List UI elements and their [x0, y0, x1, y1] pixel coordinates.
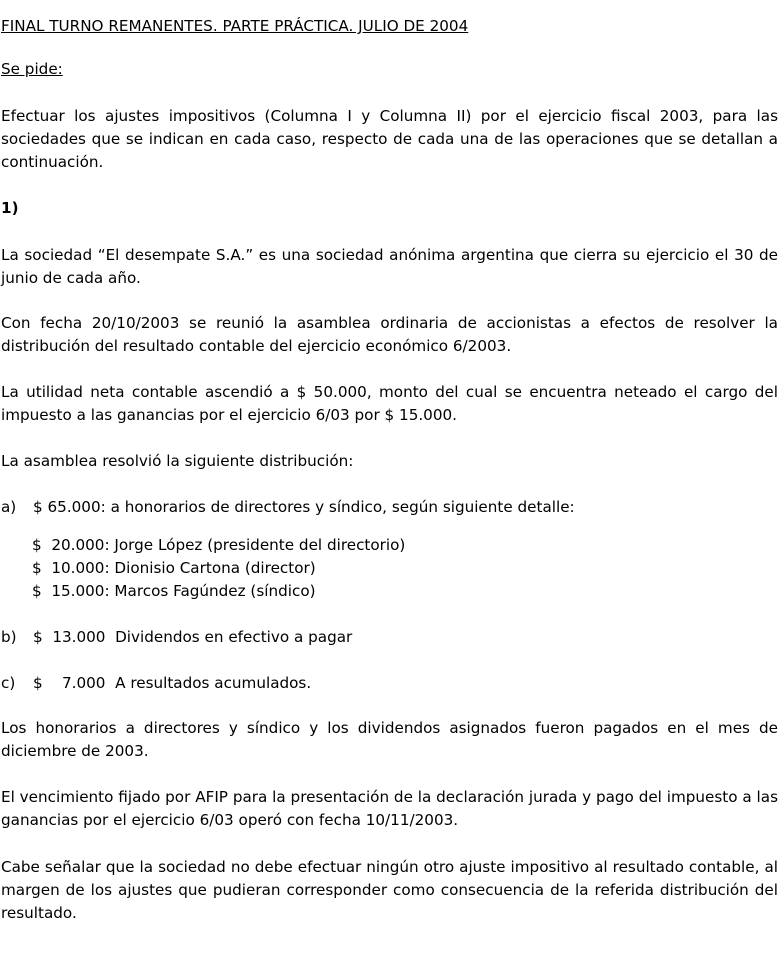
fees-detail-list: [32, 534, 778, 603]
document-title: FINAL TURNO REMANENTES. PARTE PRÁCTICA. JULIO DE 2004: [1, 17, 469, 35]
item-c-text: $ 7.000 A resultados acumulados.: [33, 674, 312, 692]
item-b-letter: b): [1, 628, 17, 646]
distribution-item-a: [1, 496, 778, 519]
assembly-paragraph: Con fecha 20/10/2003 se reunió la asamblea ordinaria de accionistas a efectos de resolver la distribución del resultado contable del ejercicio económico 6/2003.: [1, 314, 778, 355]
fee-detail-row: $ 20.000: Jorge López (presidente del directorio): [32, 536, 406, 554]
distribution-item-c: [1, 672, 778, 695]
closing-paragraph: Cabe señalar que la sociedad no debe efectuar ningún otro ajuste impositivo al resultado contable, al margen de los ajustes que pudieran corresponder como consecuencia de la referida distribución del resultado.: [1, 858, 778, 922]
fee-detail-row: $ 10.000: Dionisio Cartona (director): [32, 559, 316, 577]
se-pide-heading: Se pide:: [1, 60, 63, 78]
fee-detail-row: $ 15.000: Marcos Fagúndez (síndico): [32, 582, 316, 600]
distribution-intro: La asamblea resolvió la siguiente distribución:: [1, 452, 354, 470]
payment-paragraph: Los honorarios a directores y síndico y los dividendos asignados fueron pagados en el mes de diciembre de 2003.: [1, 719, 778, 760]
case-number: 1): [1, 199, 19, 217]
item-a-text: $ 65.000: a honorarios de directores y síndico, según siguiente detalle:: [33, 498, 575, 516]
item-c-letter: c): [1, 674, 16, 692]
document-page: [1, 15, 778, 925]
company-paragraph: La sociedad “El desempate S.A.” es una sociedad anónima argentina que cierra su ejercicio el 30 de junio de cada año.: [1, 246, 778, 287]
net-income-paragraph: La utilidad neta contable ascendió a $ 50.000, monto del cual se encuentra neteado el cargo del impuesto a las ganancias por el ejercicio 6/03 por $ 15.000.: [1, 383, 778, 424]
afip-deadline-paragraph: El vencimiento fijado por AFIP para la presentación de la declaración jurada y pago del impuesto a las ganancias por el ejercicio 6/03 operó con fecha 10/11/2003.: [1, 788, 778, 829]
distribution-item-b: [1, 626, 778, 649]
intro-paragraph: Efectuar los ajustes impositivos (Columna I y Columna II) por el ejercicio fiscal 2003, para las sociedades que se indican en cada caso, respecto de cada una de las operaciones que se detallan a continuación.: [1, 107, 778, 171]
item-a-letter: a): [1, 498, 17, 516]
item-b-text: $ 13.000 Dividendos en efectivo a pagar: [33, 628, 353, 646]
